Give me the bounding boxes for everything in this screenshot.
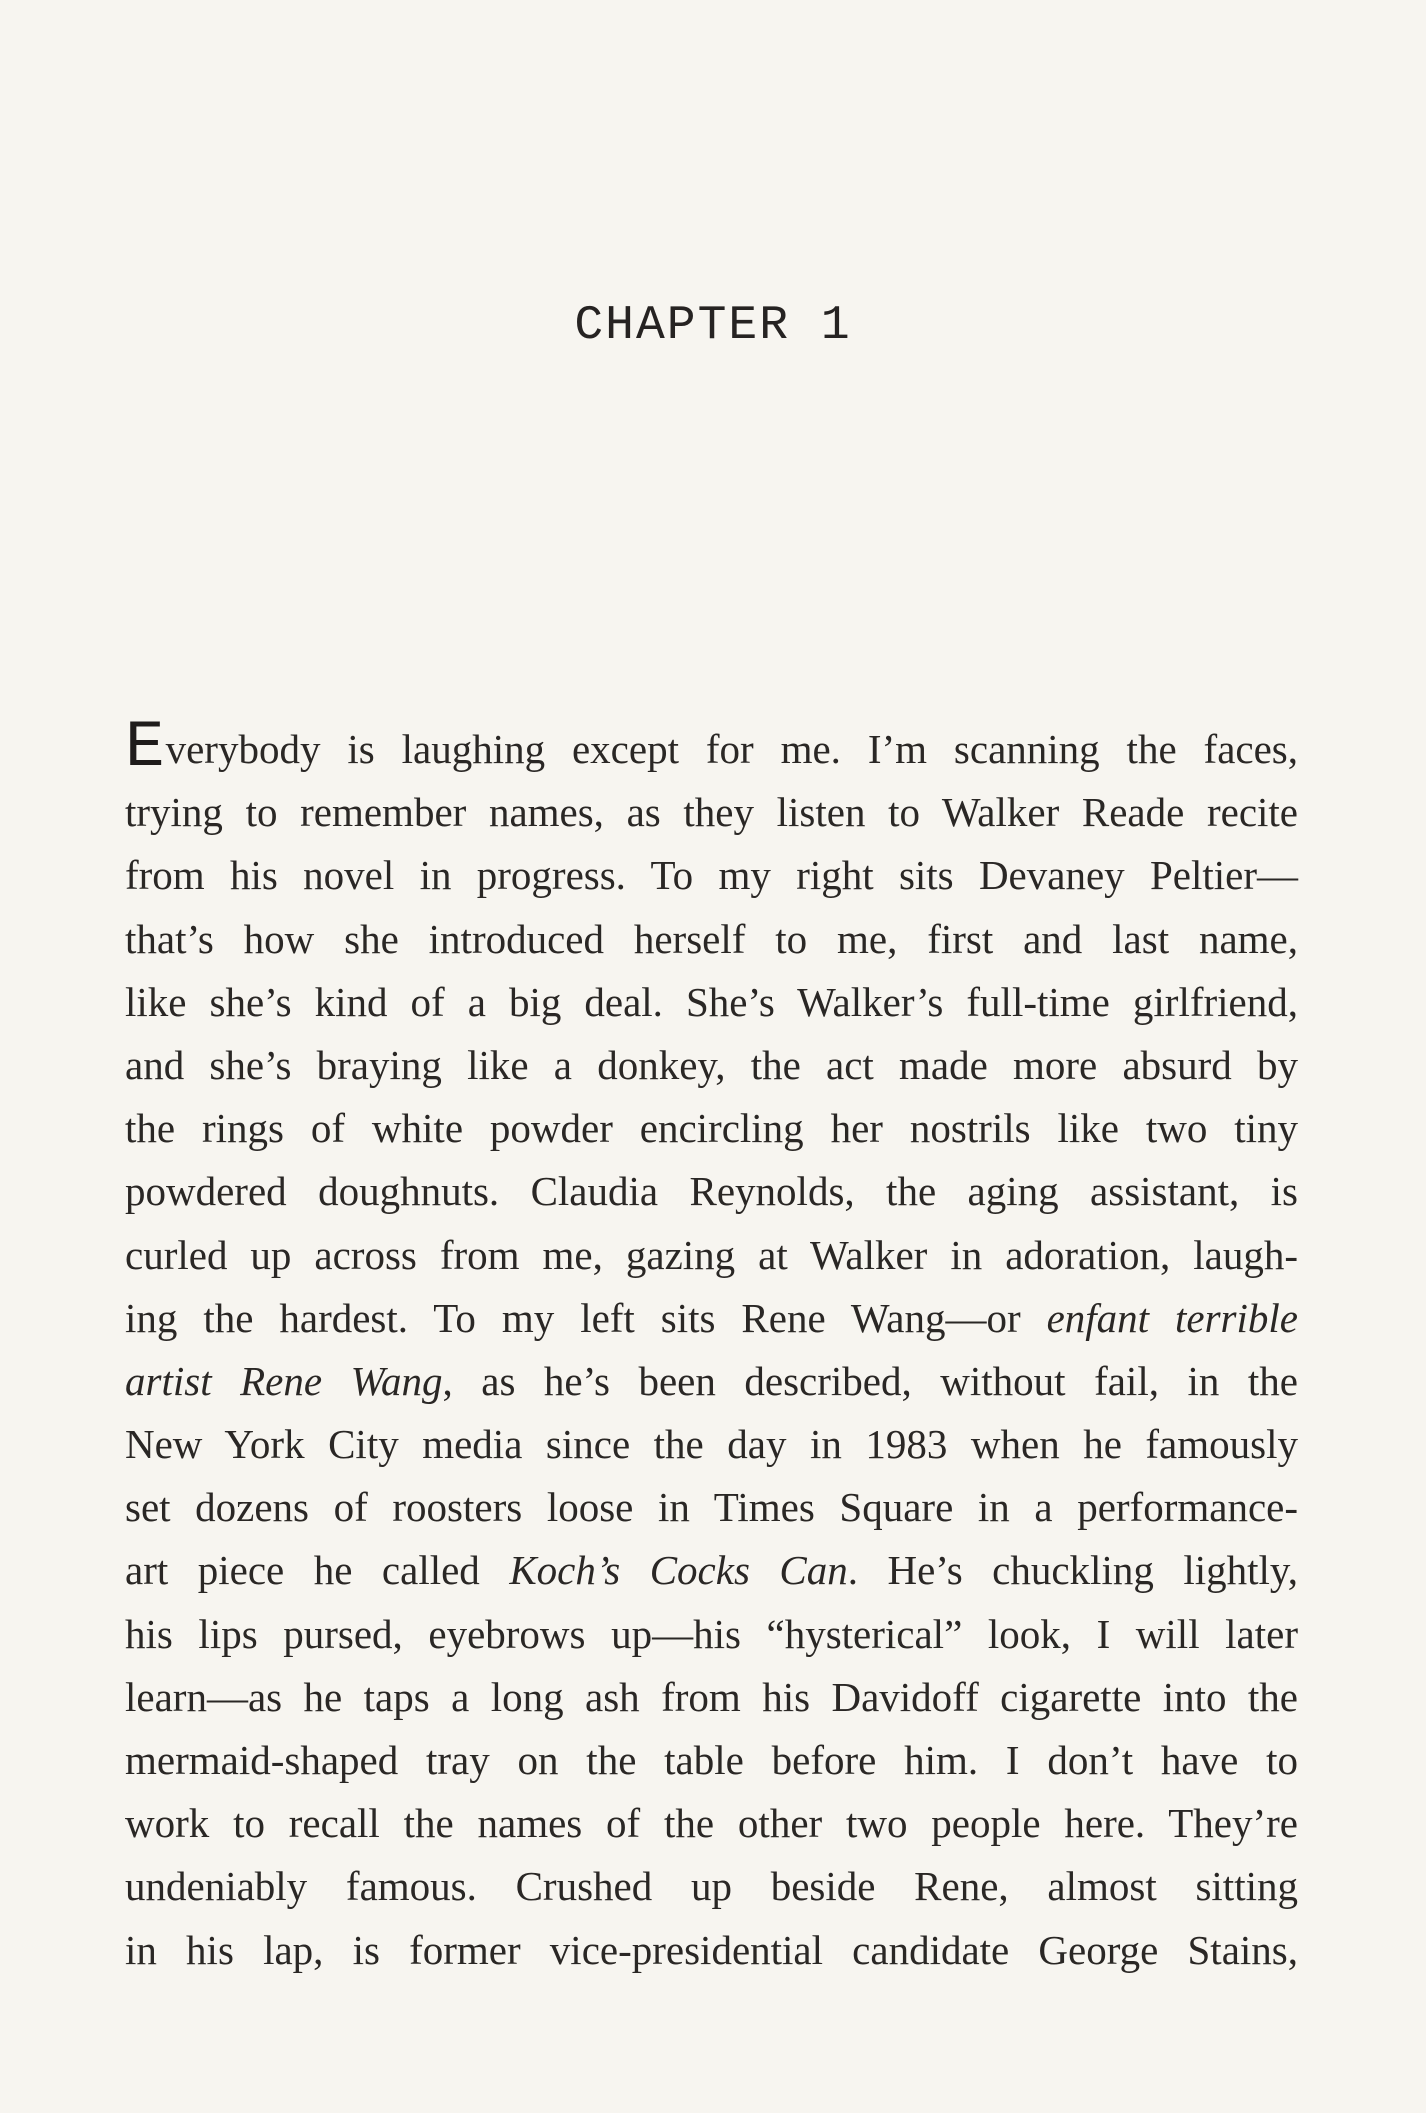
text-line bbox=[125, 1539, 1298, 1602]
text-line bbox=[125, 1224, 1298, 1287]
text-line bbox=[125, 1666, 1298, 1729]
text-segment: his lips pursed, eyebrows up—his “hysterical” look, I will later bbox=[125, 1610, 1298, 1657]
text-line bbox=[125, 1729, 1298, 1792]
text-line bbox=[125, 971, 1298, 1034]
text-segment: New York City media since the day in 1983 when he famously bbox=[125, 1421, 1298, 1468]
text-line bbox=[125, 1097, 1298, 1160]
text-segment: that’s how she introduced herself to me, first and last name, bbox=[125, 915, 1298, 962]
drop-cap: E bbox=[125, 710, 165, 785]
text-segment: from his novel in progress. To my right sits Devaney Peltier— bbox=[125, 852, 1298, 899]
text-line bbox=[125, 1855, 1298, 1918]
text-segment: in his lap, is former vice-presidential candidate George Stains, bbox=[125, 1926, 1298, 1973]
text-line bbox=[125, 781, 1298, 844]
text-segment: art piece he called bbox=[125, 1547, 510, 1594]
chapter-heading: CHAPTER 1 bbox=[574, 299, 852, 353]
text-segment: , as he’s been described, without fail, in the bbox=[442, 1357, 1298, 1404]
italic-text: enfant terrible bbox=[1046, 1294, 1298, 1341]
text-line bbox=[125, 710, 1298, 785]
text-line bbox=[125, 1160, 1298, 1223]
text-line bbox=[125, 1413, 1298, 1476]
body-paragraph bbox=[125, 710, 1298, 1982]
text-segment: and she’s braying like a donkey, the act made more absurd by bbox=[125, 1041, 1298, 1088]
italic-text: artist Rene Wang bbox=[125, 1357, 443, 1404]
text-line bbox=[125, 1476, 1298, 1539]
text-segment: work to recall the names of the other two people here. They’re bbox=[125, 1800, 1298, 1847]
text-line bbox=[125, 1919, 1298, 1982]
text-line bbox=[125, 844, 1298, 907]
text-segment: undeniably famous. Crushed up beside Rene, almost sitting bbox=[125, 1863, 1298, 1910]
text-line bbox=[125, 1287, 1298, 1350]
text-segment: like she’s kind of a big deal. She’s Walker’s full-time girlfriend, bbox=[125, 978, 1298, 1025]
text-segment: . He’s chuckling lightly, bbox=[847, 1547, 1298, 1594]
text-segment: set dozens of roosters loose in Times Square in a performance- bbox=[125, 1484, 1298, 1531]
text-segment: ing the hardest. To my left sits Rene Wang—or bbox=[125, 1294, 1047, 1341]
text-segment: curled up across from me, gazing at Walker in adoration, laugh- bbox=[125, 1231, 1298, 1278]
text-segment: trying to remember names, as they listen to Walker Reade recite bbox=[125, 789, 1298, 836]
text-line bbox=[125, 908, 1298, 971]
italic-text: Koch’s Cocks Can bbox=[509, 1547, 848, 1594]
text-line bbox=[125, 1034, 1298, 1097]
text-segment: verybody is laughing except for me. I’m scanning the faces, bbox=[165, 726, 1298, 772]
text-segment: mermaid-shaped tray on the table before him. I don’t have to bbox=[125, 1737, 1298, 1783]
text-segment: the rings of white powder encircling her nostrils like two tiny bbox=[125, 1105, 1298, 1152]
text-line bbox=[125, 1792, 1298, 1855]
text-segment: powdered doughnuts. Claudia Reynolds, the aging assistant, is bbox=[125, 1168, 1298, 1215]
text-line bbox=[125, 1603, 1298, 1666]
text-segment: learn—as he taps a long ash from his Davidoff cigarette into the bbox=[125, 1673, 1298, 1720]
text-line bbox=[125, 1350, 1298, 1413]
